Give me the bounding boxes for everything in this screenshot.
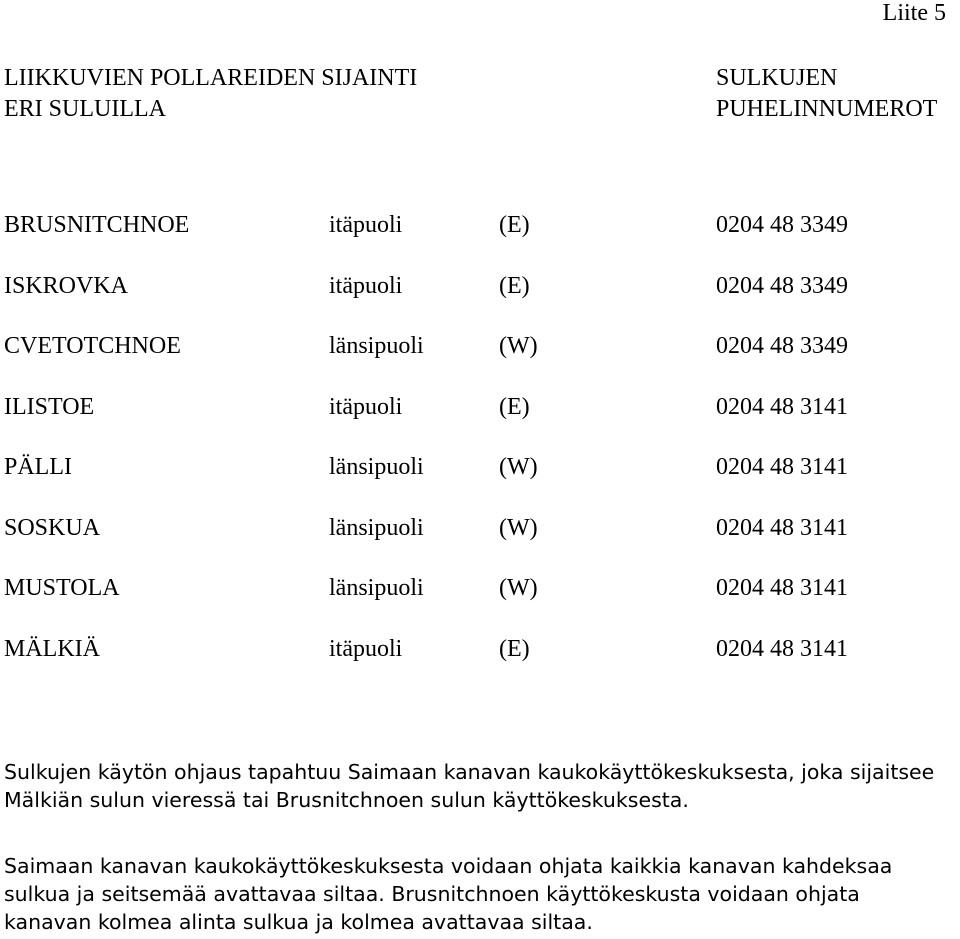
bollard-side: itäpuoli <box>329 393 403 420</box>
phone-numbers-heading <box>716 63 937 125</box>
bollard-location-heading <box>4 63 417 125</box>
side-code: (W) <box>499 514 538 541</box>
side-code: (W) <box>499 333 538 359</box>
phone-number: 0204 48 3141 <box>716 514 848 541</box>
heading-line: LIIKKUVIEN POLLAREIDEN SIJAINTI <box>4 65 418 91</box>
heading-line: PUHELINNUMEROT <box>716 96 938 122</box>
heading-line: SULKUJEN <box>716 65 838 91</box>
bollard-side: itäpuoli <box>329 272 403 299</box>
bollard-side: länsipuoli <box>329 575 424 601</box>
side-code: (E) <box>499 212 530 238</box>
heading-line: ERI SULUILLA <box>4 96 166 122</box>
lock-name: CVETOTCHNOE <box>4 333 181 359</box>
side-code: (W) <box>499 454 538 480</box>
side-code: (E) <box>499 393 530 420</box>
side-code: (W) <box>499 575 538 601</box>
bollard-side: itäpuoli <box>329 635 403 662</box>
bollard-side: länsipuoli <box>329 454 424 480</box>
bollard-side: länsipuoli <box>329 514 424 541</box>
appendix-label: Liite 5 <box>882 0 946 26</box>
side-code: (E) <box>499 272 530 299</box>
phone-number: 0204 48 3141 <box>716 635 848 662</box>
lock-name: PÄLLI <box>4 454 72 480</box>
bollard-side: itäpuoli <box>329 212 403 238</box>
phone-number: 0204 48 3141 <box>716 393 848 420</box>
phone-number: 0204 48 3141 <box>716 575 848 601</box>
control-paragraph <box>4 758 954 814</box>
phone-number: 0204 48 3141 <box>716 454 848 480</box>
side-code: (E) <box>499 635 530 662</box>
lock-name: ILISTOE <box>4 393 95 420</box>
remote-control-paragraph <box>4 852 954 936</box>
lock-name: SOSKUA <box>4 514 101 541</box>
phone-number: 0204 48 3349 <box>716 333 848 359</box>
paragraph-line: Mälkiän sulun vieressä tai Brusnitchnoen sulun käyttökeskuksesta. <box>4 788 689 812</box>
phone-number: 0204 48 3349 <box>716 212 848 238</box>
lock-name: MUSTOLA <box>4 575 120 601</box>
lock-name: MÄLKIÄ <box>4 635 100 662</box>
paragraph-line: kanavan kolmea alinta sulkua ja kolmea avattavaa siltaa. <box>4 910 593 934</box>
lock-name: ISKROVKA <box>4 272 129 299</box>
paragraph-line: Saimaan kanavan kaukokäyttökeskuksesta voidaan ohjata kaikkia kanavan kahdeksaa <box>4 854 893 878</box>
lock-name: BRUSNITCHNOE <box>4 212 190 238</box>
paragraph-line: sulkua ja seitsemää avattavaa siltaa. Brusnitchnoen käyttökeskusta voidaan ohjata <box>4 882 860 906</box>
paragraph-line: Sulkujen käytön ohjaus tapahtuu Saimaan kanavan kaukokäyttökeskuksesta, joka sijaitsee <box>4 760 935 784</box>
phone-number: 0204 48 3349 <box>716 272 848 299</box>
bollard-side: länsipuoli <box>329 333 424 359</box>
